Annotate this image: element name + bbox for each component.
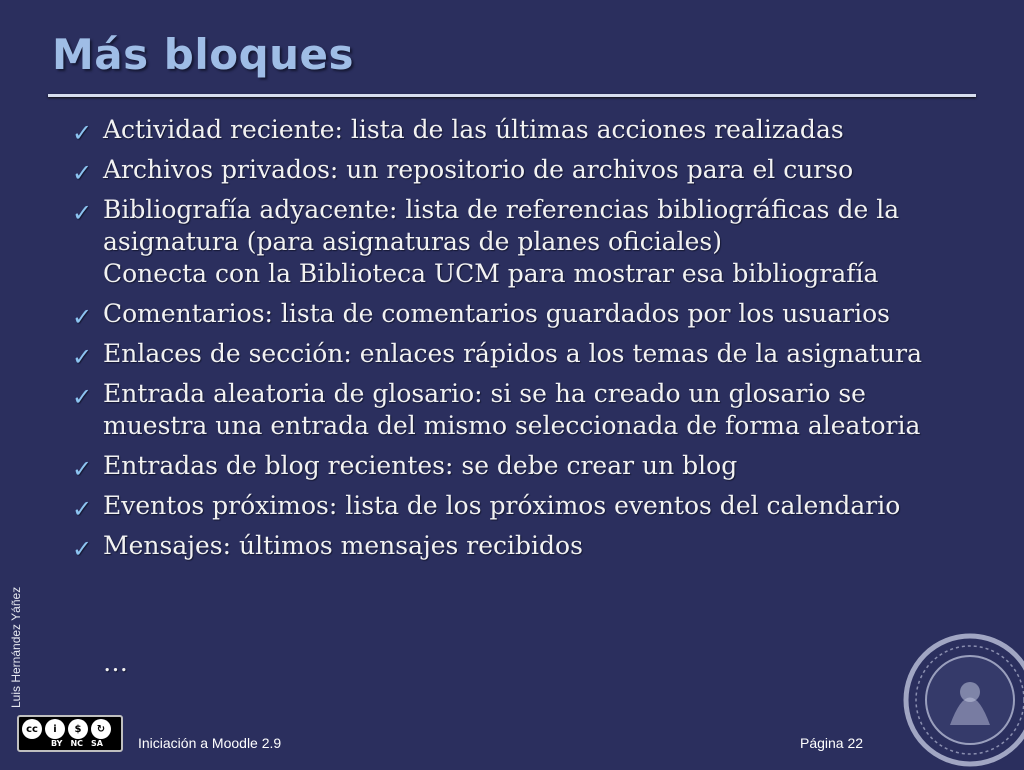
bullet-text-line: Bibliografía adyacente: lista de referencias bibliográficas de la: [103, 195, 900, 224]
author-name: Luis Hernández Yáñez: [9, 586, 23, 708]
checkmark-icon: ✓: [72, 343, 93, 371]
license-label-sa: SA: [91, 739, 103, 748]
bullet-text-line: Comentarios: lista de comentarios guardados por los usuarios: [103, 299, 891, 328]
page-number: Página 22: [800, 735, 864, 751]
bullet-text-line: muestra una entrada del mismo seleccionada de forma aleatoria: [103, 411, 921, 440]
title-divider: [48, 94, 976, 97]
bullet-list: [72, 114, 972, 570]
bullet-item: [72, 338, 972, 370]
bullet-item: [72, 114, 972, 146]
checkmark-icon: ✓: [72, 495, 93, 523]
bullet-text-line: Conecta con la Biblioteca UCM para mostrar esa bibliografía: [103, 259, 879, 288]
bullet-item: [72, 298, 972, 330]
bullet-text-line: Enlaces de sección: enlaces rápidos a los temas de la asignatura: [103, 339, 923, 368]
checkmark-icon: ✓: [72, 535, 93, 563]
bullet-text-line: Entrada aleatoria de glosario: si se ha creado un glosario se: [103, 379, 866, 408]
bullet-item: [72, 154, 972, 186]
continuation-ellipsis: …: [103, 648, 128, 677]
checkmark-icon: ✓: [72, 455, 93, 483]
license-label-by: BY: [51, 739, 63, 748]
bullet-item: [72, 194, 972, 290]
bullet-item: [72, 490, 972, 522]
bullet-item: [72, 530, 972, 562]
attribution-icon: i: [45, 719, 65, 739]
cc-icon: cc: [22, 719, 42, 739]
noncommercial-icon: $: [68, 719, 88, 739]
bullet-text-line: Archivos privados: un repositorio de archivos para el curso: [103, 155, 854, 184]
bullet-item: [72, 450, 972, 482]
checkmark-icon: ✓: [72, 119, 93, 147]
footer-course-title: Iniciación a Moodle 2.9: [138, 735, 282, 751]
checkmark-icon: ✓: [72, 383, 93, 411]
license-label-nc: NC: [70, 739, 84, 748]
checkmark-icon: ✓: [72, 159, 93, 187]
checkmark-icon: ✓: [72, 199, 93, 227]
sharealike-icon: ↻: [91, 719, 111, 739]
university-seal-icon: [900, 630, 1024, 770]
bullet-text-line: Entradas de blog recientes: se debe crear un blog: [103, 451, 738, 480]
bullet-item: [72, 378, 972, 442]
slide-title: Más bloques: [52, 30, 355, 79]
bullet-text-line: Actividad reciente: lista de las últimas acciones realizadas: [103, 115, 844, 144]
bullet-text-line: Mensajes: últimos mensajes recibidos: [103, 531, 583, 560]
creative-commons-badge[interactable]: [17, 715, 123, 752]
bullet-text-line: asignatura (para asignaturas de planes oficiales): [103, 227, 722, 256]
bullet-text-line: Eventos próximos: lista de los próximos eventos del calendario: [103, 491, 901, 520]
checkmark-icon: ✓: [72, 303, 93, 331]
